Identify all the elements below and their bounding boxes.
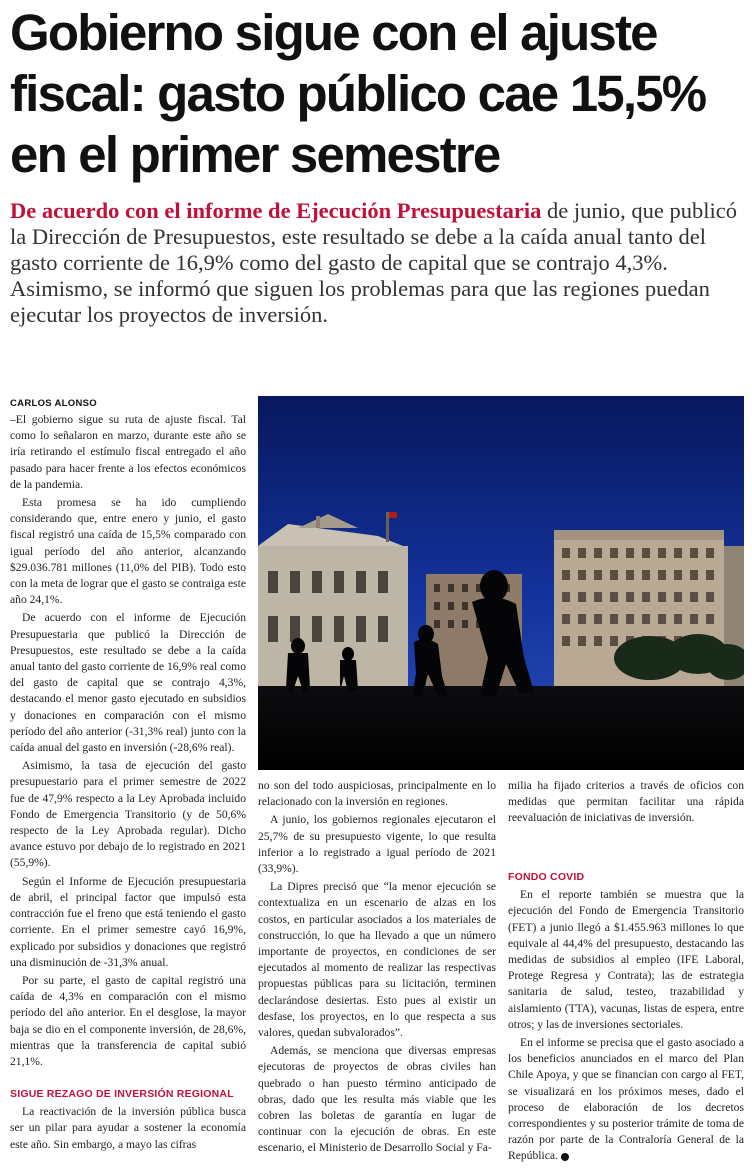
column-3-section xyxy=(508,869,744,1167)
photo-illustration xyxy=(258,396,744,770)
column-3 xyxy=(508,778,744,829)
paragraph: Esta promesa se ha ido cumpliendo considerando que, entre enero y junio, el gasto fiscal registró una caída de 15,5% comparado con igual período del año anterior, alcanzando $29.036.781 millones (11,0% del PIB). Todo esto con la meta de lograr que el gasto se contraiga este año 24,1%. xyxy=(10,496,246,607)
end-of-article-icon xyxy=(561,1153,569,1161)
lede-text: de junio, que publicó la Dirección de Presupuestos, este resultado se debe a la caída anual tanto del gasto corriente de 16,9% como del gasto de capital que se contrajo 4,3%. Asimismo, se informó que siguen los problemas para que las regiones puedan ejecutar los proyectos de inversión. xyxy=(10,198,737,327)
paragraph: Según el Informe de Ejecución presupuestaria de abril, el principal factor que impulsó esta contracción fue el freno que está teniendo el gasto corriente. En el primer semestre cayó 16,9%, explicado por subsidios y donaciones que registró una disminución de -31,3% anual. xyxy=(10,874,246,969)
paragraph: –El gobierno sigue su ruta de ajuste fiscal. Tal como lo señalaron en marzo, durante este año se iría retirando el estímulo fiscal entregado el año pasado para hacer frente a los efectos económicos de la pandemia. xyxy=(10,413,246,491)
paragraph: no son del todo auspiciosas, principalmente en lo relacionado con la inversión en regiones. xyxy=(258,779,496,809)
paragraph: La Dipres precisó que “la menor ejecución se contextualiza en un escenario de alzas en los costos, en particular asociados a los materiales de construcción, lo que ha llevado a que un número importante de proyectos, en condiciones de ser ejecutados al momento de realizar las respectivas propuestas públicas para su licitación, terminen declarándose desiertas. Esto pues al existir un desfase, los proyectos, en lo que respecta a sus valores, quedan subvalorados”. xyxy=(258,880,496,1040)
paragraph: A junio, los gobiernos regionales ejecutaron el 25,7% de su presupuesto vigente, lo que resulta inferior a lo registrado a igual período de 2021 (33,9%). xyxy=(258,813,496,876)
column-1 xyxy=(10,412,246,1072)
byline: CARLOS ALONSO xyxy=(10,398,97,409)
lede-highlight: De acuerdo con el informe de Ejecución Presupuestaria xyxy=(10,198,542,223)
subhead-fondo-covid: FONDO COVID xyxy=(508,871,585,883)
paragraph: En el reporte también se muestra que la ejecución del Fondo de Emergencia Transitorio (FET) a junio llegó a $1.455.963 millones lo que equivale al 44,4% del presupuesto, destacando las medidas de subsidios al empleo (IFE Laboral, Protege Regresa y Contrata); las de estrategia sanitaria de salud, testeo, trazabilidad y aislamiento (TTA), vacunas, listas de espera, entre otros; y las de inversiones sectoriales. xyxy=(508,888,744,1031)
ground-shadow xyxy=(258,686,744,770)
column-1-section xyxy=(10,1086,246,1155)
paragraph: Por su parte, el gasto de capital registró una caída de 4,3% en comparación con el mismo período del año anterior. En el desglose, la mayor baja se dio en el componente inversión, de 28,6%, mientras que la transferencia de capital subió 21,1%. xyxy=(10,973,246,1068)
photo-la-moneda xyxy=(258,396,744,770)
lede xyxy=(10,198,740,328)
subhead-regional-investment: SIGUE REZAGO DE INVERSIÓN REGIONAL xyxy=(10,1088,234,1100)
column-2 xyxy=(258,778,496,1159)
paragraph: De acuerdo con el informe de Ejecución Presupuestaria que publicó la Dirección de Presupuestos, este resultado se debe a la caída anual tanto del gasto corriente de 16,9% real como del gasto de capital que se contrajo 4,3%, destacando el menor gasto ejecutado en subsidios y donaciones en comparación con el mismo período del año anterior (-31,3% real) junto con la caída anual del gasto en inversión (-28,6% real). xyxy=(10,611,246,755)
paragraph-text: En el informe se precisa que el gasto asociado a los beneficios anunciados en el marco del Plan Chile Apoya, y que se financian con cargo al FET, se visualizará en los próximos meses, dado el proceso de elaboración de los decretos correspondientes y su posterior trámite de toma de razón por parte de la Contraloría General de la República. xyxy=(508,1036,744,1163)
paragraph xyxy=(508,1035,744,1165)
headline: Gobierno sigue con el ajuste fiscal: gasto público cae 15,5% en el primer semestre xyxy=(10,4,706,183)
paragraph: Además, se menciona que diversas empresas ejecutoras de proyectos de obras civiles han quebrado o han puesto término anticipado de obras, dado que les resulta más viable que les cobren las boletas de garantía en lugar de continuar con la ejecución de obras. En este escenario, el Ministerio de Desarrollo Social y Fa- xyxy=(258,1044,496,1155)
paragraph: La reactivación de la inversión pública busca ser un pilar para ayudar a sostener la economía este año. Sin embargo, a mayo las cifras xyxy=(10,1105,246,1151)
paragraph: Asimismo, la tasa de ejecución del gasto presupuestario para el primer semestre de 2022 fue de 47,9% respecto a la Ley Aprobada incluido Fondo de Emergencia Transitorio (y de 50,6% respecto de la Ley Aprobada regular). Dicho avance estuvo por debajo de lo registrado en 2021 (55,9%). xyxy=(10,759,246,870)
paragraph: milia ha fijado criterios a través de oficios con medidas que permitan facilitar una rápida reevaluación de iniciativas de inversión. xyxy=(508,779,744,825)
